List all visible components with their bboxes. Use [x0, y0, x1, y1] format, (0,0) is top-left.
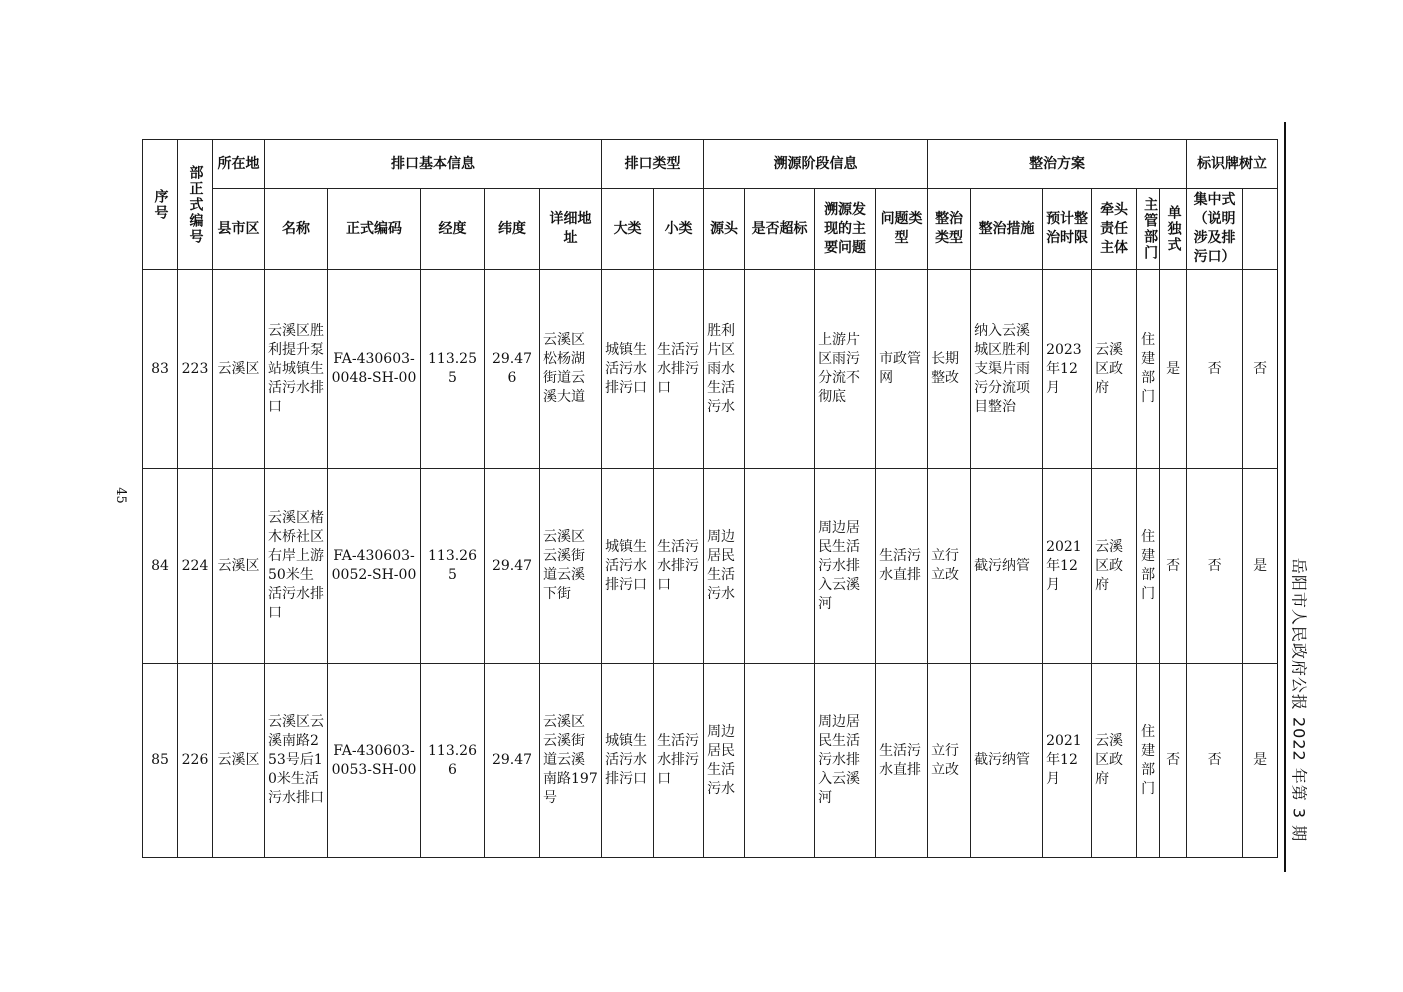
cell-fcode: FA-430603-0048-SH-00 — [328, 270, 421, 469]
cell-name: 云溪区胜利提升泵站城镇生活污水排口 — [265, 270, 328, 469]
cell-deadline: 2021年12月 — [1043, 469, 1092, 664]
cell-name: 云溪区云溪南路253号后10米生活污水排口 — [265, 664, 328, 858]
cell-measure: 纳入云溪城区胜利支渠片雨污分流项目整治 — [971, 270, 1043, 469]
header-code: 正式编码 — [328, 189, 421, 270]
cell-central: 否 — [1187, 469, 1243, 664]
cell-minor: 生活污水排污口 — [654, 270, 704, 469]
cell-problem: 周边居民生活污水排入云溪河 — [815, 469, 876, 664]
cell-source: 周边居民生活污水 — [704, 469, 745, 664]
cell-exceed — [745, 664, 815, 858]
table-row — [143, 270, 1278, 469]
cell-lng: 113.255 — [421, 270, 485, 469]
cell-done: 否 — [1243, 270, 1278, 469]
cell-address: 云溪区云溪街道云溪南路197号 — [540, 664, 602, 858]
cell-code: 223 — [178, 270, 213, 469]
cell-lead: 云溪区政府 — [1092, 664, 1137, 858]
cell-problem-type: 市政管网 — [876, 270, 928, 469]
table-row — [143, 664, 1278, 858]
header-measure: 整治措施 — [971, 189, 1043, 270]
cell-major: 城镇生活污水排污口 — [602, 469, 654, 664]
cell-central: 否 — [1187, 664, 1243, 858]
cell-single: 否 — [1160, 469, 1187, 664]
header-lat: 纬度 — [485, 189, 540, 270]
cell-county: 云溪区 — [213, 469, 265, 664]
header-name: 名称 — [265, 189, 328, 270]
header-seq: 序号 — [143, 140, 178, 270]
header-dept-code: 部正式编号 — [178, 140, 213, 270]
cell-done: 是 — [1243, 664, 1278, 858]
cell-problem-type: 生活污水直排 — [876, 664, 928, 858]
cell-county: 云溪区 — [213, 664, 265, 858]
cell-fix-type: 立行立改 — [928, 469, 971, 664]
cell-lat: 29.47 — [485, 664, 540, 858]
cell-exceed — [745, 270, 815, 469]
cell-lat: 29.47 — [485, 469, 540, 664]
table-row — [143, 469, 1278, 664]
header-problem: 溯源发现的主要问题 — [815, 189, 876, 270]
cell-major: 城镇生活污水排污口 — [602, 270, 654, 469]
cell-fix-type: 长期整改 — [928, 270, 971, 469]
header-minor: 小类 — [654, 189, 704, 270]
cell-fix-type: 立行立改 — [928, 664, 971, 858]
cell-address: 云溪区松杨湖街道云溪大道 — [540, 270, 602, 469]
header-row-1 — [143, 140, 1278, 189]
journal-title-text: 岳阳市人民政府公报 2022 年第 3 期 — [1289, 557, 1309, 843]
outlet-table — [142, 139, 1278, 858]
header-location: 所在地 — [213, 140, 265, 189]
header-major: 大类 — [602, 189, 654, 270]
header-outlet-info: 排口基本信息 — [265, 140, 602, 189]
cell-lead: 云溪区政府 — [1092, 469, 1137, 664]
cell-name: 云溪区楮木桥社区右岸上游50米生活污水排口 — [265, 469, 328, 664]
cell-lat: 29.476 — [485, 270, 540, 469]
cell-measure: 截污纳管 — [971, 469, 1043, 664]
cell-dept: 住建部门 — [1137, 270, 1160, 469]
cell-address: 云溪区云溪街道云溪下街 — [540, 469, 602, 664]
cell-measure: 截污纳管 — [971, 664, 1043, 858]
page-number: 45 — [112, 487, 128, 504]
header-source: 源头 — [704, 189, 745, 270]
cell-exceed — [745, 469, 815, 664]
header-central: 集中式（说明涉及排污口） — [1187, 189, 1243, 270]
header-single: 单独式 — [1160, 189, 1187, 270]
header-deadline: 预计整治时限 — [1043, 189, 1092, 270]
cell-code: 224 — [178, 469, 213, 664]
header-plan: 整治方案 — [928, 140, 1187, 189]
cell-seq: 84 — [143, 469, 178, 664]
cell-dept: 住建部门 — [1137, 469, 1160, 664]
header-dept: 主管部门 — [1137, 189, 1160, 270]
cell-seq: 85 — [143, 664, 178, 858]
cell-minor: 生活污水排污口 — [654, 469, 704, 664]
cell-deadline: 2023年12月 — [1043, 270, 1092, 469]
header-lead: 牵头责任主体 — [1092, 189, 1137, 270]
cell-code: 226 — [178, 664, 213, 858]
cell-dept: 住建部门 — [1137, 664, 1160, 858]
cell-fcode: FA-430603-0052-SH-00 — [328, 469, 421, 664]
cell-seq: 83 — [143, 270, 178, 469]
cell-problem: 上游片区雨污分流不彻底 — [815, 270, 876, 469]
cell-done: 是 — [1243, 469, 1278, 664]
cell-single: 否 — [1160, 664, 1187, 858]
cell-fcode: FA-430603-0053-SH-00 — [328, 664, 421, 858]
journal-title — [1280, 540, 1320, 860]
cell-major: 城镇生活污水排污口 — [602, 664, 654, 858]
cell-lng: 113.266 — [421, 664, 485, 858]
cell-problem-type: 生活污水直排 — [876, 469, 928, 664]
cell-deadline: 2021年12月 — [1043, 664, 1092, 858]
cell-lng: 113.265 — [421, 469, 485, 664]
cell-lead: 云溪区政府 — [1092, 270, 1137, 469]
cell-single: 是 — [1160, 270, 1187, 469]
cell-source: 周边居民生活污水 — [704, 664, 745, 858]
header-problem-type: 问题类型 — [876, 189, 928, 270]
header-address: 详细地址 — [540, 189, 602, 270]
header-lng: 经度 — [421, 189, 485, 270]
header-exceed: 是否超标 — [745, 189, 815, 270]
header-trace-info: 溯源阶段信息 — [704, 140, 928, 189]
cell-central: 否 — [1187, 270, 1243, 469]
header-fix-type: 整治类型 — [928, 189, 971, 270]
cell-source: 胜利片区雨水生活污水 — [704, 270, 745, 469]
cell-problem: 周边居民生活污水排入云溪河 — [815, 664, 876, 858]
header-outlet-type: 排口类型 — [602, 140, 704, 189]
cell-minor: 生活污水排污口 — [654, 664, 704, 858]
header-row-2 — [143, 189, 1278, 270]
cell-county: 云溪区 — [213, 270, 265, 469]
header-sign: 标识牌树立 — [1187, 140, 1278, 189]
header-county: 县市区 — [213, 189, 265, 270]
